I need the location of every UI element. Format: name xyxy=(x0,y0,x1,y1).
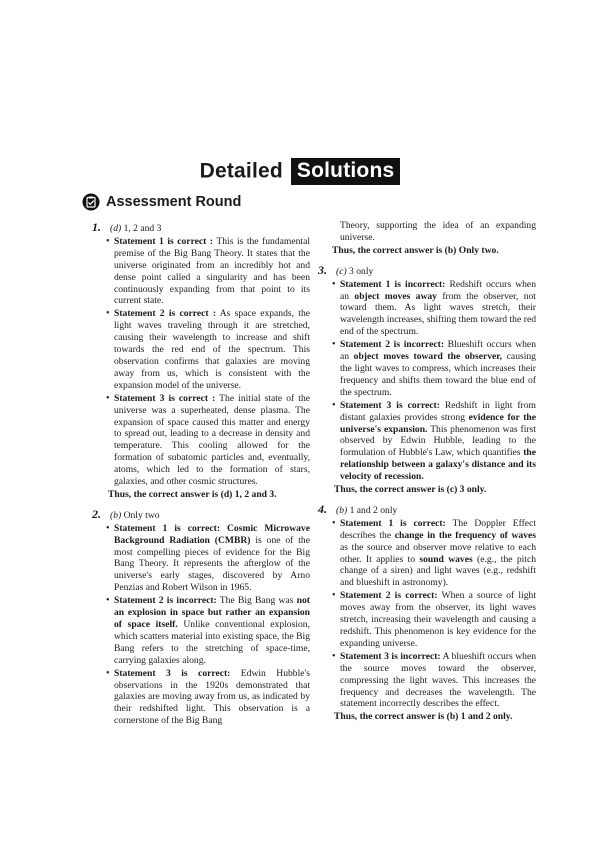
list-item: • Statement 3 is correct: Redshift in light from distant galaxies provides strong evidence for the universe's expansion. This phenomenon was first observed by Edwin Hubble, leading to the formulation of Hubble's Law, which quantifies the relationship between a galaxy's distance and its velocity of recession. xyxy=(340,400,536,483)
question-4-conclusion: Thus, the correct answer is (b) 1 and 2 only. xyxy=(334,711,513,723)
question-4-statements xyxy=(318,518,536,711)
question-4: 4. (b) 1 and 2 only xyxy=(318,501,398,516)
list-item: • Statement 2 is incorrect: Blueshift occurs when an object moves toward the observer, causing the light waves to compress, which increases their frequency and shifts them toward the blue end of the spectrum. xyxy=(340,339,536,399)
section-heading xyxy=(82,193,241,211)
question-1: 1. (d) 1, 2 and 3 xyxy=(92,220,162,234)
question-1-statements xyxy=(92,236,310,488)
list-item: • Statement 3 is incorrect: A blueshift occurs when the source moves toward the observer, compressing the light waves. This increases the frequency and decreases the wavelength. The statement incorrectly describes the effect. xyxy=(340,651,536,711)
list-item: • Statement 1 is correct: The Doppler Effect describes the change in the frequency of waves as the source and observer move relative to each other. It applies to sound waves (e.g., the pitch change of a siren) and light waves (e.g., redshift and blueshift in astronomy). xyxy=(340,518,536,589)
question-3: 3. (c) 3 only xyxy=(318,262,374,277)
page-header xyxy=(0,158,600,185)
section-title: Assessment Round xyxy=(106,194,242,210)
question-2-statements xyxy=(92,523,310,727)
list-item: • Statement 3 is correct: Edwin Hubble's observations in the 1920s demonstrated that galaxies are moving away from us, as indicated by their redshifted light. This observation is a cornerstone of the Big Bang xyxy=(114,668,310,728)
question-2: 2. (b) Only two xyxy=(92,506,160,521)
clipboard-check-icon xyxy=(82,193,100,211)
left-column xyxy=(92,222,310,728)
list-item: • Statement 1 is incorrect: Redshift occurs when an object moves away from the observer, not toward them. As light waves stretch, their wavelength increases, shifting them toward the red end of the spectrum. xyxy=(340,279,536,339)
list-item: • Statement 2 is correct : As space expands, the light waves traveling through it are stretched, causing their wavelength to increase and shift towards the red end of the spectrum. This observation confirms that galaxies are moving away from us, which is consistent with the expansion model of the universe. xyxy=(114,308,310,391)
question-1-conclusion: Thus, the correct answer is (d) 1, 2 and 3. xyxy=(108,488,277,500)
list-item: • Statement 2 is incorrect: The Big Bang was not an explosion in space but rather an expansion of space itself. Unlike conventional explosion, which scatters material into existing space, the Big Bang refers to the stretching of space-time, carrying galaxies along. xyxy=(114,595,310,666)
question-2-continuation: Theory, supporting the idea of an expanding universe. xyxy=(340,220,536,243)
list-item: • Statement 1 is correct: Cosmic Microwave Background Radiation (CMBR) is one of the most compelling pieces of evidence for the Big Bang Theory. It represents the afterglow of the universe's early stages, discovered by Arno Penzias and Robert Wilson in 1965. xyxy=(114,523,310,594)
right-column xyxy=(318,220,536,731)
question-3-conclusion: Thus, the correct answer is (c) 3 only. xyxy=(334,484,487,496)
question-3-statements xyxy=(318,279,536,483)
list-item: • Statement 2 is correct: When a source of light moves away from the observer, its light waves stretch, increasing their wavelength and causing a redshift. This phenomenon is key evidence for the expanding universe. xyxy=(340,590,536,650)
header-word-solutions: Solutions xyxy=(291,158,400,185)
header-word-detailed: Detailed xyxy=(199,159,283,183)
question-2-conclusion: Thus, the correct answer is (b) Only two. xyxy=(332,244,499,256)
list-item: • Statement 1 is correct : This is the fundamental premise of the Big Bang Theory. It states that the universe originated from an incredibly hot and dense point called a singularity and has been continuously expanding from that point to its current state. xyxy=(114,236,310,307)
list-item: • Statement 3 is correct : The initial state of the universe was a superheated, dense plasma. The expansion of space caused this matter and energy to spread out, leading to a decrease in density and temperature. This cooling allowed for the formation of subatomic particles and, eventually, atoms, which led to the formation of stars, galaxies, and other cosmic structures. xyxy=(114,393,310,488)
